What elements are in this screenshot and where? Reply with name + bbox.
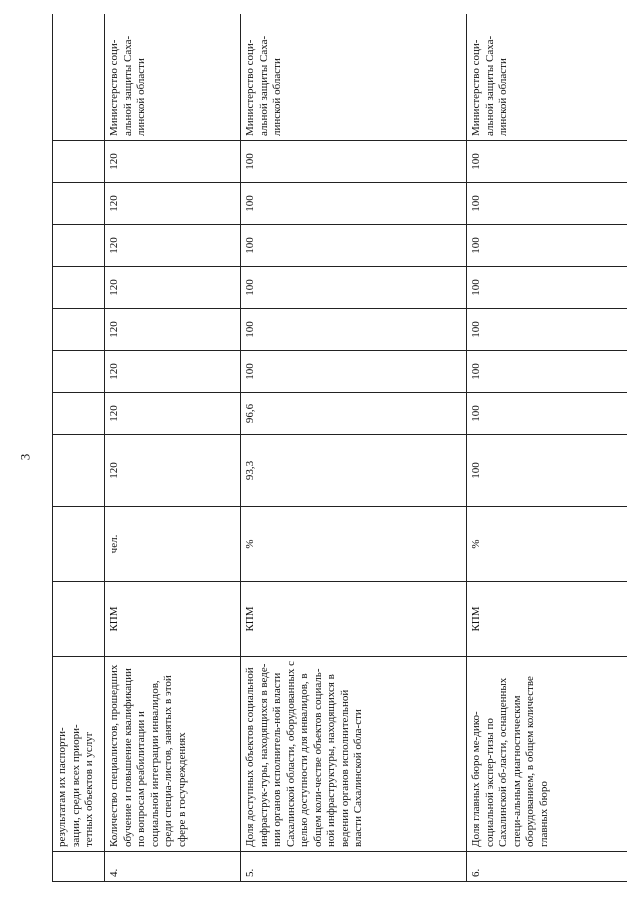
cell-unit: % bbox=[467, 507, 628, 582]
cell-type: КПМ bbox=[467, 582, 628, 657]
cell-base: 100 bbox=[467, 435, 628, 507]
indicators-table bbox=[52, 14, 627, 882]
cell-num bbox=[53, 852, 105, 882]
cell-type: КПМ bbox=[105, 582, 241, 657]
cell-responsible: Министерство соци-альной защиты Саха-линской области bbox=[105, 14, 241, 141]
cell-v4: 100 bbox=[467, 267, 628, 309]
table-row bbox=[241, 14, 467, 882]
rotated-table-container bbox=[52, 14, 627, 882]
cell-num: 6. bbox=[467, 852, 628, 882]
cell-v6: 100 bbox=[467, 183, 628, 225]
cell-v3: 120 bbox=[105, 309, 241, 351]
cell-v2: 100 bbox=[241, 351, 467, 393]
cell-v4: 120 bbox=[105, 267, 241, 309]
cell-name: Количество специалистов, прошедших обучение и повышение квалификации по вопросам реабилитации и социальной интеграции инвалидов, среди специа-листов, занятых в этой сфере в госучреждениях bbox=[105, 657, 241, 852]
cell-responsible: Министерство соци-альной защиты Саха-линской области bbox=[241, 14, 467, 141]
cell-name: Доля доступных объектов социальной инфраструк-туры, находящихся в веде-нии органов исполнитель-ной власти Сахалинской области, оборудованных с целью доступности для инвалидов, в общем коли-честве объектов социаль-ной инфраструктуры, находящихся в ведении органов исполнительной власти Сахалинской обла-сти bbox=[241, 657, 467, 852]
rotated-table bbox=[52, 14, 627, 882]
cell-v7: 100 bbox=[467, 141, 628, 183]
cell-v3: 100 bbox=[467, 309, 628, 351]
cell-v7: 100 bbox=[241, 141, 467, 183]
cell-type: КПМ bbox=[241, 582, 467, 657]
cell-v6: 120 bbox=[105, 183, 241, 225]
cell-v2: 120 bbox=[105, 351, 241, 393]
cell-v5: 100 bbox=[241, 225, 467, 267]
table-row bbox=[467, 14, 628, 882]
cell-num: 5. bbox=[241, 852, 467, 882]
cell-name: Доля главных бюро ме-дико-социальной экспер-тизы по Сахалинской об-ласти, оснащенных специ-альным диагностическим оборудованием, в общем количестве главных бюро bbox=[467, 657, 628, 852]
cell-v6: 100 bbox=[241, 183, 467, 225]
cell-v7: 120 bbox=[105, 141, 241, 183]
cell-v5: 100 bbox=[467, 225, 628, 267]
cell-v1: 100 bbox=[467, 393, 628, 435]
cell-v3: 100 bbox=[241, 309, 467, 351]
cell-responsible: Министерство соци-альной защиты Саха-линской области bbox=[467, 14, 628, 141]
cell-unit: чел. bbox=[105, 507, 241, 582]
cell-v5: 120 bbox=[105, 225, 241, 267]
cell-num: 4. bbox=[105, 852, 241, 882]
cell-unit: % bbox=[241, 507, 467, 582]
cell-base: 93,3 bbox=[241, 435, 467, 507]
cell-name: результатам их паспорти- зации, среди всех приори- тетных объектов и услуг bbox=[53, 657, 105, 852]
page-number: 3 bbox=[17, 453, 33, 461]
cell-v4: 100 bbox=[241, 267, 467, 309]
cell-v2: 100 bbox=[467, 351, 628, 393]
cell-v1: 96,6 bbox=[241, 393, 467, 435]
table-row bbox=[105, 14, 241, 882]
cell-v1: 120 bbox=[105, 393, 241, 435]
table-row-continuation bbox=[53, 14, 105, 882]
cell-base: 120 bbox=[105, 435, 241, 507]
